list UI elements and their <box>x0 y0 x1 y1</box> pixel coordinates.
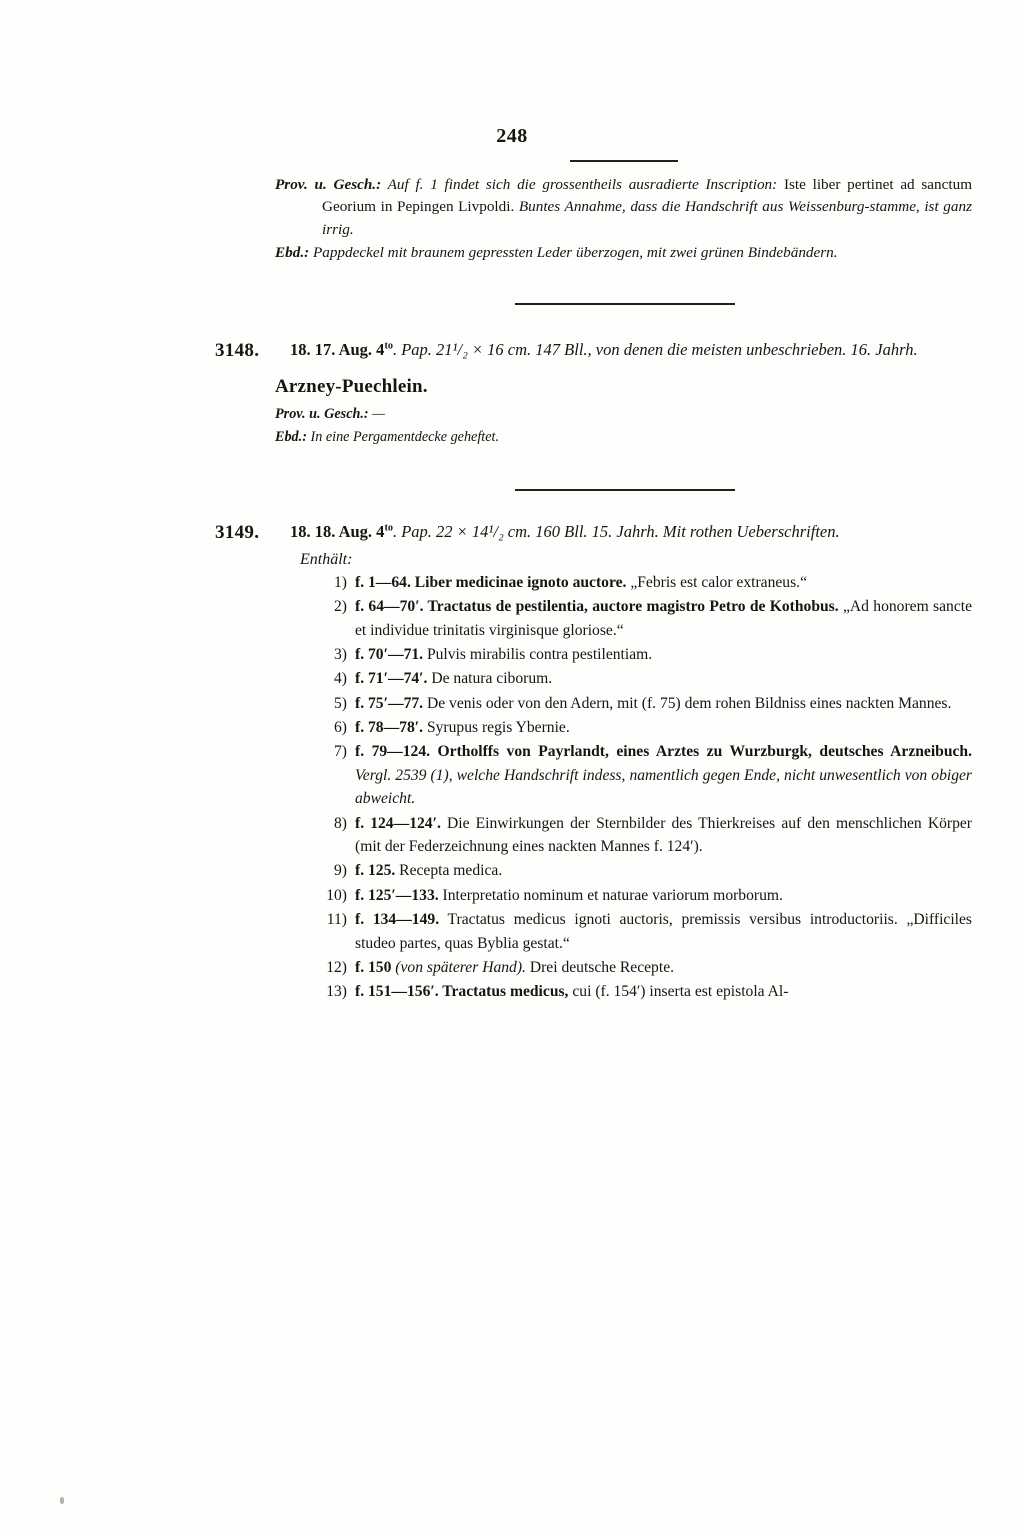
contents-item-text: Vergl. 2539 (1), welche Handschrift indess, namentlich gegen Ende, nicht unwesentlich von obiger abweicht. <box>355 766 972 808</box>
contents-item <box>275 643 972 666</box>
contents-item-marker: 9) <box>334 862 347 880</box>
contents-item-marker: 6) <box>334 719 347 737</box>
contents-item <box>275 692 972 715</box>
contents-item-text: Tractatus de pestilentia, auctore magistro Petro de Kothobus. <box>423 598 839 616</box>
entry-shelfmark: 18. 17. Aug. 4 <box>290 340 385 359</box>
contents-item-text: cui (f. 154′) inserta est epistola Al- <box>568 983 789 1001</box>
entry-body-3148 <box>275 338 972 448</box>
contents-item-text: De natura ciborum. <box>427 670 553 688</box>
entry-note <box>275 427 972 447</box>
contents-item <box>275 667 972 690</box>
entry-number-3149: 3149. <box>215 522 260 543</box>
contents-item-folio: f. 79—124. <box>355 743 431 761</box>
contents-item-text: Drei deutsche Recepte. <box>525 959 675 976</box>
contents-item-marker: 10) <box>326 886 347 904</box>
provenance-line <box>275 242 972 264</box>
provenance-text: Buntes Annahme, dass die Handschrift aus Weissenburg-stamme, ist ganz irrig. <box>322 198 972 238</box>
section-divider-1 <box>515 303 735 305</box>
page-number-rule <box>570 160 678 162</box>
provenance-label: Ebd.: <box>275 244 310 262</box>
contents-item-text: Tractatus medicus ignoti auctoris, premissis versibus introductoriis. „Difficiles studeo partes, quas Byblia gestat.“ <box>355 911 972 952</box>
contents-item-folio: f. 70′—71. <box>355 645 424 663</box>
contents-item-marker: 2) <box>334 598 347 616</box>
contents-item-text: De venis oder von den Adern, mit (f. 75) dem rohen Bildniss eines nackten Mannes. <box>423 694 952 712</box>
contents-list <box>275 571 972 1004</box>
contents-item-marker: 13) <box>326 983 347 1001</box>
provenance-text: Auf f. 1 findet sich die grossentheils ausradierte Inscription: <box>381 176 778 193</box>
contents-item <box>275 740 972 810</box>
entry-note-label: Prov. u. Gesch.: <box>275 406 369 423</box>
contents-item-folio: f. 125′—133. <box>355 886 439 904</box>
contents-item-marker: 11) <box>326 911 347 929</box>
contents-item <box>275 980 972 1003</box>
contents-item-text: Pulvis mirabilis contra pestilentiam. <box>423 645 653 663</box>
entry-shelfmark: 18. 18. Aug. 4 <box>290 522 385 541</box>
contents-item-text: Ortholffs von Payrlandt, eines Arztes zu Wurzburgk, deutsches Arzneibuch. <box>430 743 972 761</box>
contents-item-folio: f. 124—124′. <box>355 814 441 832</box>
entry-physical-description: . Pap. 21¹/₂ × 16 cm. 147 Bll., von denen die meisten unbeschrieben. 16. Jahrh. <box>392 340 918 359</box>
contents-item-folio: f. 134—149. <box>355 911 440 929</box>
entry-note-label: Ebd.: <box>275 429 307 446</box>
contents-item-text: Interpretatio nominum et naturae variorum morborum. <box>438 886 783 904</box>
entry-description <box>275 338 972 363</box>
entry-format-superscript: to <box>384 522 393 534</box>
contents-item-folio: f. 78—78′. <box>355 719 424 737</box>
provenance-line <box>275 174 972 241</box>
contents-item-folio: f. 71′—74′. <box>355 670 428 688</box>
contents-item-marker: 1) <box>334 573 347 591</box>
provenance-text: Pappdeckel mit braunem gepressten Leder überzogen, mit zwei grünen Bindebändern. <box>309 244 838 262</box>
contents-item-marker: 7) <box>334 743 347 761</box>
entry-body-3149 <box>275 520 972 1004</box>
contents-item-text: Die Einwirkungen der Sternbilder des Thierkreises auf den menschlichen Körper (mit der Federzeichnung eines nackten Mannes f. 124′). <box>355 814 972 856</box>
contents-item-text: Recepta medica. <box>395 862 503 880</box>
contents-item <box>275 812 972 859</box>
entry-title: Arzney-Puechlein. <box>275 375 428 397</box>
section-divider-2 <box>515 489 735 491</box>
contents-item-folio: f. 125. <box>355 862 396 880</box>
contents-item-marker: 12) <box>326 959 347 976</box>
contents-item <box>275 884 972 907</box>
contents-item-text: Liber medicinae ignoto auctore. <box>410 573 627 591</box>
contents-item-marker: 8) <box>334 814 347 832</box>
contents-item <box>275 716 972 739</box>
contents-item-folio: f. 150 <box>355 959 392 976</box>
entry-note-text: In eine Pergamentdecke geheftet. <box>306 429 500 446</box>
contents-item-text: „Ad honorem sancte et individue trinitatis virginisque gloriose.“ <box>355 598 972 639</box>
contents-item-text: Syrupus regis Ybernie. <box>423 719 570 737</box>
page-number-header <box>0 126 1024 152</box>
contents-item-marker: 4) <box>334 670 347 688</box>
contents-item-text: „Febris est calor extraneus.“ <box>626 573 807 591</box>
entry-format-superscript: to <box>384 340 393 352</box>
contents-item-marker: 5) <box>334 694 347 712</box>
contents-label: Enthält: <box>300 550 353 568</box>
contents-item-folio: f. 75′—77. <box>355 694 424 712</box>
contents-item <box>275 859 972 882</box>
contents-item <box>275 571 972 594</box>
contents-item-text: (von späterer Hand). <box>391 959 526 976</box>
provenance-label: Prov. u. Gesch.: <box>275 176 382 193</box>
entry-note <box>275 404 972 424</box>
page-number: 248 <box>496 125 528 147</box>
contents-item-text: Tractatus medicus, <box>438 983 569 1001</box>
provenance-note-block <box>275 174 972 264</box>
contents-item-marker: 3) <box>334 645 347 663</box>
contents-item <box>275 595 972 642</box>
contents-item <box>275 908 972 955</box>
provenance-text: Iste liber pertinet ad sanctum Georium in Pepingen Livpoldi. <box>322 176 973 216</box>
entry-physical-description: . Pap. 22 × 14¹/₂ cm. 160 Bll. 15. Jahrh. Mit rothen Ueberschriften. <box>392 522 840 541</box>
entry-description <box>275 520 972 545</box>
contents-item-folio: f. 1—64. <box>355 573 411 591</box>
entry-number-3148: 3148. <box>215 340 260 361</box>
contents-item-folio: f. 151—156′. <box>355 983 439 1001</box>
entry-note-text: — <box>368 406 385 423</box>
scan-speck <box>60 1497 64 1504</box>
contents-item <box>275 956 972 979</box>
contents-item-folio: f. 64—70′. <box>355 598 424 616</box>
